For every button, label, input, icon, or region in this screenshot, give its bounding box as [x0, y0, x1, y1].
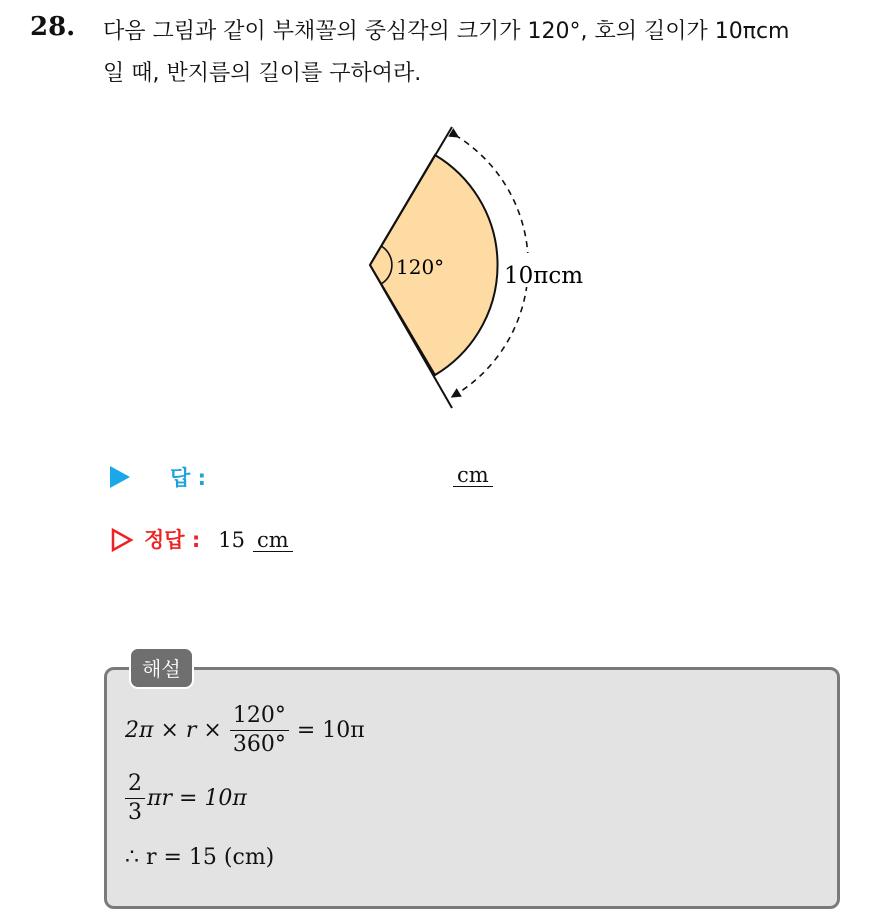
sector-figure	[360, 115, 620, 415]
question-number: 28.	[30, 12, 76, 42]
correct-answer-unit: cm	[253, 529, 293, 552]
play-triangle-icon	[110, 466, 130, 488]
solution-equation-3: ∴ r = 15 (cm)	[125, 845, 275, 870]
answer-blank-unit: cm	[453, 464, 493, 487]
answer-label: 답 :	[170, 466, 206, 490]
solution-equation-1	[125, 704, 365, 757]
eq1-left: 2π × r ×	[125, 718, 222, 743]
eq2-right: πr = 10π	[147, 786, 247, 811]
eq1-fraction	[230, 704, 289, 757]
angle-label: 120°	[396, 255, 445, 279]
eq1-right: = 10π	[296, 718, 365, 743]
question-text-line2: 일 때, 반지름의 길이를 구하여라.	[103, 61, 422, 86]
eq2-denominator: 3	[128, 800, 142, 825]
solution-equation-2	[125, 772, 247, 825]
eq1-numerator: 120°	[230, 704, 289, 731]
outline-triangle-icon	[110, 528, 134, 552]
question-text-line1: 다음 그림과 같이 부채꼴의 중심각의 크기가 120°, 호의 길이가 10πcm	[103, 19, 790, 44]
correct-answer-value: 15	[218, 528, 246, 552]
solution-tag: 해설	[129, 647, 194, 689]
answer-row	[110, 462, 206, 492]
correct-answer-row	[110, 523, 293, 554]
eq2-fraction	[125, 772, 145, 825]
eq2-numerator: 2	[125, 772, 145, 799]
correct-answer-label: 정답 :	[144, 528, 201, 552]
eq1-denominator: 360°	[232, 732, 286, 757]
arc-length-label: 10πcm	[504, 263, 584, 289]
